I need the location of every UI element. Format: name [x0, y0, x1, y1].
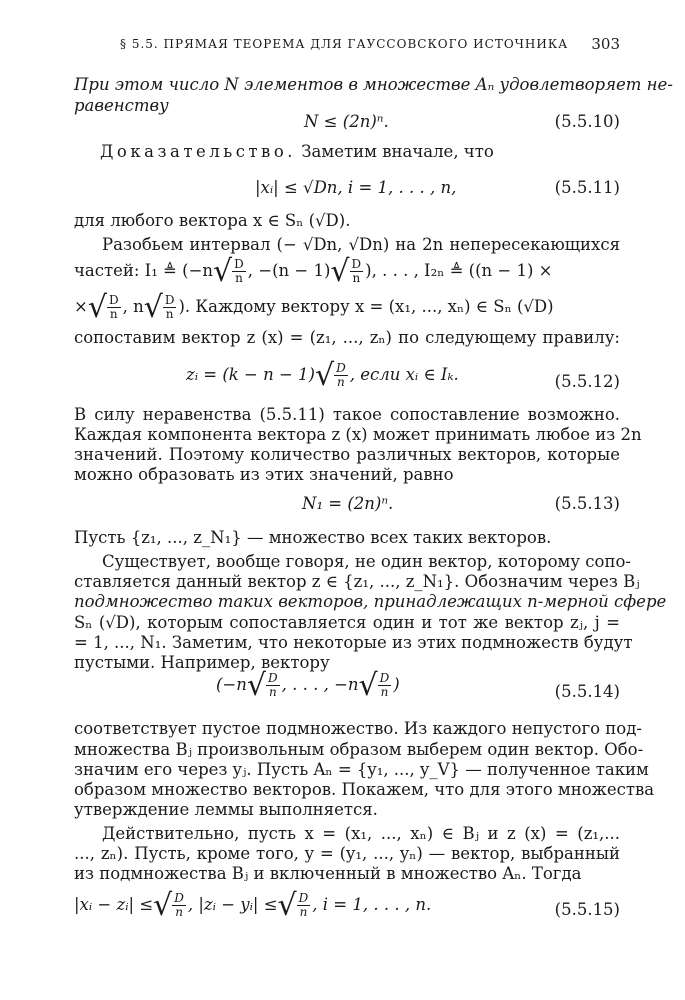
fraction-denominator: n [235, 271, 243, 285]
para3-line-2: ставляется данный вектор z ∈ {z₁, ..., z_N₁}. Обозначим через Bⱼ [74, 572, 640, 591]
fraction-denominator: n [268, 685, 277, 699]
para2-line-3: значений. Поэтому количество различных векторов, которые [74, 445, 620, 464]
equation-5-5-15 [74, 888, 432, 923]
equation-5-5-13: N₁ = (2n)ⁿ. [302, 494, 394, 513]
sqrt-symbol: √ [314, 358, 335, 393]
partition-text-d: × [74, 297, 88, 316]
partition-text-f: ). Каждому вектору x = (x₁, ..., xₙ) ∈ Sₙ (√D) [178, 297, 554, 316]
fraction [378, 672, 392, 698]
equation-number-5-5-12: (5.5.12) [554, 372, 620, 391]
fraction-denominator: n [175, 905, 183, 919]
fraction-denominator: n [380, 685, 389, 699]
fraction-denominator: n [109, 307, 118, 321]
sqrt-symbol: √ [87, 290, 107, 325]
para3-line-3-a: подмножество таких векторов, [74, 592, 369, 611]
partition-text-e: , n [122, 297, 144, 316]
proof-rest: Заметим вначале, что [296, 142, 494, 161]
fraction [334, 362, 348, 388]
para2-line-1: В силу неравенства (5.5.11) такое сопоставление возможно. [74, 405, 620, 424]
para5-line-3: из подмножества Bⱼ и включенный в множество Aₙ. Тогда [74, 864, 582, 883]
partition-text-b: , −(n − 1) [247, 261, 331, 280]
equation-5-5-15-c: , i = 1, . . . , n. [312, 895, 432, 914]
equation-5-5-12-left: zᵢ = (k − n − 1) [186, 365, 315, 384]
para4-line-4: образом множество векторов. Покажем, что для этого множества [74, 780, 655, 799]
sqrt-symbol: √ [330, 254, 350, 289]
equation-5-5-14-a: (−n [216, 675, 247, 694]
sqrt-symbol: √ [277, 888, 297, 923]
proof-word: Доказательство. [100, 142, 297, 161]
equation-5-5-15-b: , |zᵢ − yᵢ| ≤ [187, 895, 278, 914]
page-number: 303 [591, 35, 620, 53]
para2-line-4: можно образовать из этих значений, равно [74, 465, 454, 484]
sqrt-symbol: √ [153, 888, 173, 923]
fraction [232, 258, 246, 284]
para4-line-3: значим его через yⱼ. Пусть Aₙ = {y₁, ..., y_V} — полученное таким [74, 760, 649, 779]
para4-line-1: соответствует пустое подмножество. Из каждого непустого под- [74, 719, 642, 738]
fraction-numerator: D [174, 891, 184, 906]
lemma-line-2: равенству [74, 96, 169, 115]
para2-line-2: Каждая компонента вектора z (x) может принимать любое из 2n [74, 425, 642, 444]
fraction-denominator: n [165, 307, 174, 321]
equation-5-5-10: N ≤ (2n)ⁿ. [304, 112, 389, 131]
equation-number-5-5-14: (5.5.14) [554, 682, 620, 701]
fraction [107, 294, 121, 320]
fraction-numerator: D [234, 257, 244, 272]
proof-start [100, 143, 618, 161]
fraction-denominator: n [299, 905, 308, 919]
equation-5-5-14-c: ) [393, 675, 400, 694]
para3-line-1: Существует, вообще говоря, не один вектор, которому сопо- [102, 552, 631, 571]
running-header [74, 35, 620, 55]
fraction-numerator: D [351, 257, 362, 272]
partition-line-3 [74, 290, 620, 325]
sqrt-symbol: √ [143, 290, 163, 325]
equation-number-5-5-10: (5.5.10) [554, 112, 620, 131]
para4-line-5: утверждение леммы выполняется. [74, 800, 378, 819]
equation-5-5-12-right: , если xᵢ ∈ Iₖ. [349, 365, 459, 384]
lemma-line-1: При этом число N элементов в множестве Aₙ удовлетворяет не- [74, 75, 673, 94]
para3-line-4: Sₙ (√D), которым сопоставляется один и тот же вектор zⱼ, j = [74, 613, 620, 632]
fraction [350, 258, 364, 284]
sqrt-symbol: √ [358, 668, 378, 703]
para3-line-5: = 1, ..., N₁. Заметим, что некоторые из этих подмножеств будут [74, 633, 633, 652]
fraction-numerator: D [268, 671, 278, 686]
partition-line-4: сопоставим вектор z (x) = (z₁, ..., zₙ) по следующему правилу: [74, 328, 620, 347]
equation-5-5-14-b: , . . . , −n [281, 675, 359, 694]
equation-number-5-5-11: (5.5.11) [554, 178, 620, 197]
fraction-numerator: D [164, 293, 175, 308]
fraction [172, 892, 186, 918]
para5-line-1: Действительно, пусть x = (x₁, ..., xₙ) ∈ Bⱼ и z (x) = (z₁,... [102, 824, 620, 843]
equation-5-5-12 [186, 358, 459, 393]
para5-line-2: ..., zₙ). Пусть, кроме того, y = (y₁, ..., yₙ) — вектор, выбранный [74, 844, 620, 863]
partition-line-1: Разобьем интервал (− √Dn, √Dn) на 2n непересекающихся [102, 235, 620, 254]
sqrt-symbol: √ [246, 668, 267, 703]
any-vector-line: для любого вектора x ∈ Sₙ (√D). [74, 211, 351, 230]
fraction-numerator: D [379, 671, 390, 686]
equation-number-5-5-15: (5.5.15) [554, 900, 620, 919]
fraction-numerator: D [298, 891, 309, 906]
partition-text-c: ), . . . , I₂ₙ ≜ ((n − 1) × [365, 261, 553, 280]
equation-5-5-14 [216, 668, 400, 703]
partition-line-2 [74, 254, 620, 289]
equation-number-5-5-13: (5.5.13) [554, 494, 620, 513]
fraction-denominator: n [352, 271, 361, 285]
fraction [163, 294, 177, 320]
sqrt-symbol: √ [213, 254, 233, 289]
fraction-numerator: D [336, 361, 346, 376]
section-title: § 5.5. ПРЯМАЯ ТЕОРЕМА ДЛЯ ГАУССОВСКОГО ИСТОЧНИКА [120, 37, 569, 51]
para3-line-3-b: принадлежащих n-мерной сфере [373, 592, 667, 611]
para3-line-6: пустыми. Например, вектору [74, 653, 330, 672]
fraction [266, 672, 280, 698]
equation-5-5-11: |xᵢ| ≤ √Dn, i = 1, . . . , n, [255, 178, 457, 197]
equation-5-5-15-a: |xᵢ − zᵢ| ≤ [74, 895, 154, 914]
fraction-numerator: D [108, 293, 119, 308]
para3-line-3 [74, 592, 667, 611]
fraction [297, 892, 311, 918]
partition-text-a: частей: I₁ ≜ (−n [74, 261, 214, 280]
fraction-denominator: n [337, 375, 345, 389]
para4-line-2: множества Bⱼ произвольным образом выберем один вектор. Обо- [74, 740, 644, 759]
let-line: Пусть {z₁, ..., z_N₁} — множество всех таких векторов. [74, 528, 552, 547]
